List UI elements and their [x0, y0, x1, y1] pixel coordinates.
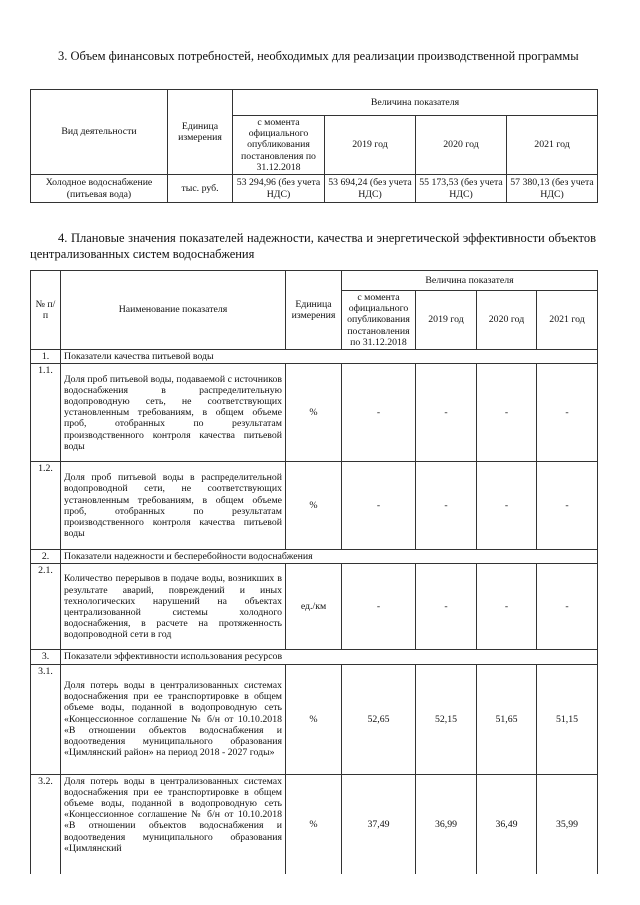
- value-cell: 53 294,96 (без учета НДС): [233, 175, 325, 203]
- col-unit-header: Единица измерения: [168, 90, 233, 175]
- value-cell: -: [537, 364, 598, 462]
- value-cell: 36,49: [477, 774, 537, 874]
- value-cell: -: [416, 364, 477, 462]
- group-title: Показатели надежности и бесперебойности водоснабжения: [61, 550, 598, 564]
- indicators-table: [30, 270, 598, 874]
- table-row: [31, 564, 598, 650]
- value-cell: -: [477, 364, 537, 462]
- indicator-name: Доля потерь воды в централизованных системах водоснабжения при ее транспортировке в общем объеме воды, поданной в водопроводную сеть «Концессионное соглашение № б/н от 10.10.2018 «В отношении объектов водоснабжения и водоотведения муниципального образования «Цимлянский: [61, 774, 286, 874]
- period-header: 2020 год: [416, 116, 507, 175]
- period-header: 2020 год: [477, 291, 537, 350]
- financial-needs-table: [30, 89, 598, 203]
- period-header: 2021 год: [537, 291, 598, 350]
- section-3-heading: 3. Объем финансовых потребностей, необходимых для реализации производственной программы: [58, 49, 579, 63]
- value-cell: 36,99: [416, 774, 477, 874]
- group-row: [31, 350, 598, 364]
- col-unit-header: Единица измерения: [286, 271, 342, 350]
- row-number: 2.1.: [31, 564, 61, 650]
- unit-cell: %: [286, 774, 342, 874]
- value-cell: 52,15: [416, 664, 477, 774]
- row-number: 1.2.: [31, 462, 61, 550]
- group-row: [31, 650, 598, 664]
- group-row: [31, 550, 598, 564]
- table-row: [31, 462, 598, 550]
- col-name-header: Наименование показателя: [61, 271, 286, 350]
- period-header: с момента официального опубликования постановления по 31.12.2018: [233, 116, 325, 175]
- section-4-heading: 4. Плановые значения показателей надежности, качества и энергетической эффективности объектов централизованных систем водоснабжения: [30, 231, 596, 261]
- period-header: с момента официального опубликования постановления по 31.12.2018: [342, 291, 416, 350]
- col-activity-header: Вид деятельности: [31, 90, 168, 175]
- indicator-name: Доля проб питьевой воды, подаваемой с источников водоснабжения в распределительную водопроводную сеть, не соответствующих установленным требованиям, в общем объеме проб, отобранных по результатам производственного контроля качества питьевой воды: [61, 364, 286, 462]
- col-num-header: № п/п: [31, 271, 61, 350]
- period-header: 2019 год: [416, 291, 477, 350]
- col-value-group-header: Величина показателя: [233, 90, 598, 116]
- value-cell: -: [416, 462, 477, 550]
- unit-cell: %: [286, 364, 342, 462]
- unit-cell: %: [286, 462, 342, 550]
- value-cell: -: [342, 364, 416, 462]
- col-value-group-header: Величина показателя: [342, 271, 598, 291]
- value-cell: -: [416, 564, 477, 650]
- unit-cell: ед./км: [286, 564, 342, 650]
- value-cell: 51,65: [477, 664, 537, 774]
- value-cell: 37,49: [342, 774, 416, 874]
- value-cell: -: [537, 564, 598, 650]
- value-cell: -: [477, 462, 537, 550]
- unit-cell: тыс. руб.: [168, 175, 233, 203]
- table-row: [31, 364, 598, 462]
- activity-cell: Холодное водоснабжение (питьевая вода): [31, 175, 168, 203]
- row-number: 1.: [31, 350, 61, 364]
- row-number: 3.1.: [31, 664, 61, 774]
- value-cell: 35,99: [537, 774, 598, 874]
- period-header: 2019 год: [325, 116, 416, 175]
- value-cell: 57 380,13 (без учета НДС): [507, 175, 598, 203]
- table-row: [31, 175, 598, 203]
- value-cell: -: [342, 462, 416, 550]
- row-number: 3.: [31, 650, 61, 664]
- table-row: [31, 664, 598, 774]
- value-cell: 55 173,53 (без учета НДС): [416, 175, 507, 203]
- value-cell: 52,65: [342, 664, 416, 774]
- unit-cell: %: [286, 664, 342, 774]
- period-header: 2021 год: [507, 116, 598, 175]
- group-title: Показатели качества питьевой воды: [61, 350, 598, 364]
- group-title: Показатели эффективности использования ресурсов: [61, 650, 598, 664]
- value-cell: -: [342, 564, 416, 650]
- value-cell: -: [537, 462, 598, 550]
- row-number: 2.: [31, 550, 61, 564]
- value-cell: 51,15: [537, 664, 598, 774]
- indicator-name: Количество перерывов в подаче воды, возникших в результате аварий, повреждений и иных технологических нарушений на объектах централизованной системы холодного водоснабжения, в расчете на протяженность водопроводной сети в год: [61, 564, 286, 650]
- row-number: 3.2.: [31, 774, 61, 874]
- indicator-name: Доля потерь воды в централизованных системах водоснабжения при ее транспортировке в общем объеме воды, поданной в водопроводную сеть «Концессионное соглашение № б/н от 10.10.2018 «В отношении объектов водоснабжения и водоотведения муниципального образования «Цимлянский район» на период 2018 - 2027 годы»: [61, 664, 286, 774]
- table-row: [31, 774, 598, 874]
- value-cell: -: [477, 564, 537, 650]
- row-number: 1.1.: [31, 364, 61, 462]
- indicator-name: Доля проб питьевой воды в распределительной водопроводной сети, не соответствующих установленным требованиям, в общем объеме проб, отобранных по результатам производственного контроля качества питьевой воды: [61, 462, 286, 550]
- value-cell: 53 694,24 (без учета НДС): [325, 175, 416, 203]
